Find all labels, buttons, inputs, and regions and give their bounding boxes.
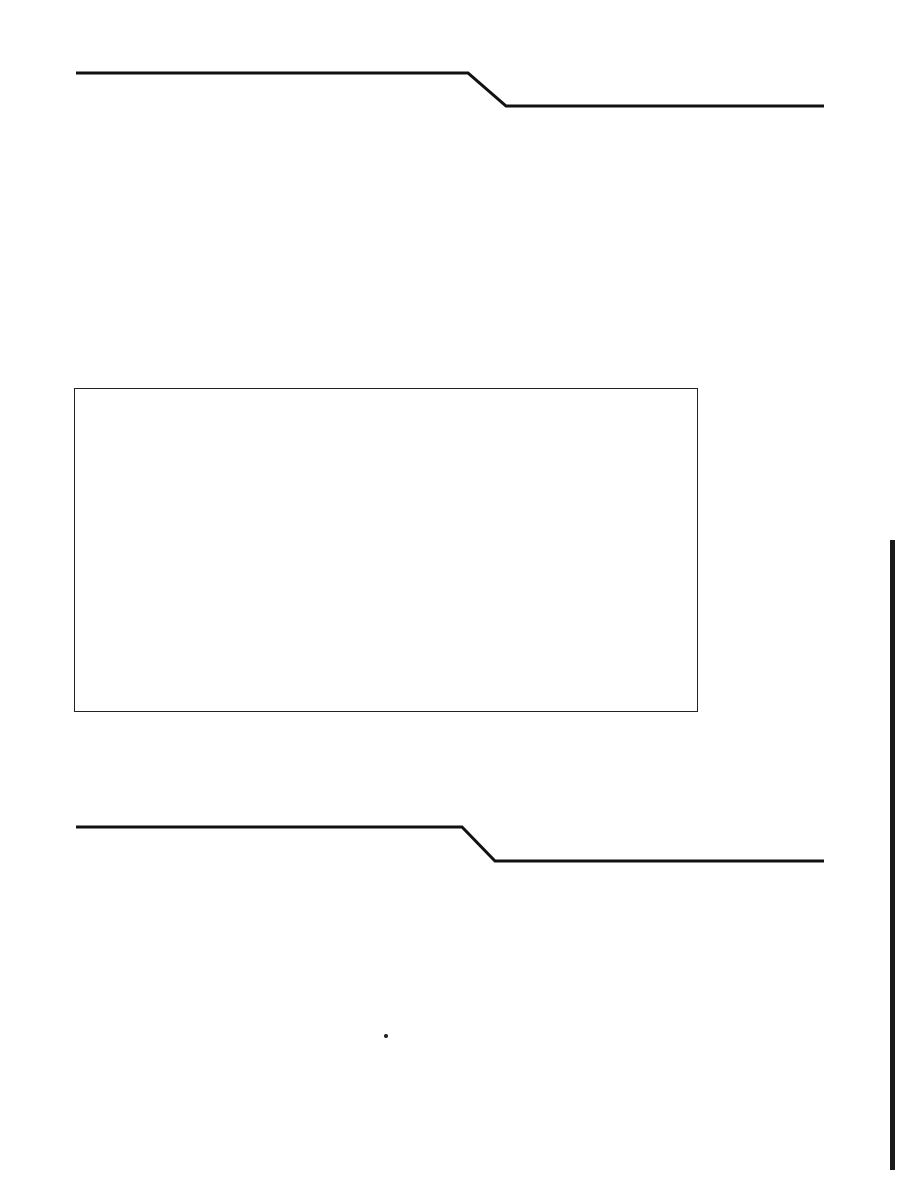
- page-edge-bar: [890, 540, 895, 1170]
- stray-dot: [384, 1034, 388, 1038]
